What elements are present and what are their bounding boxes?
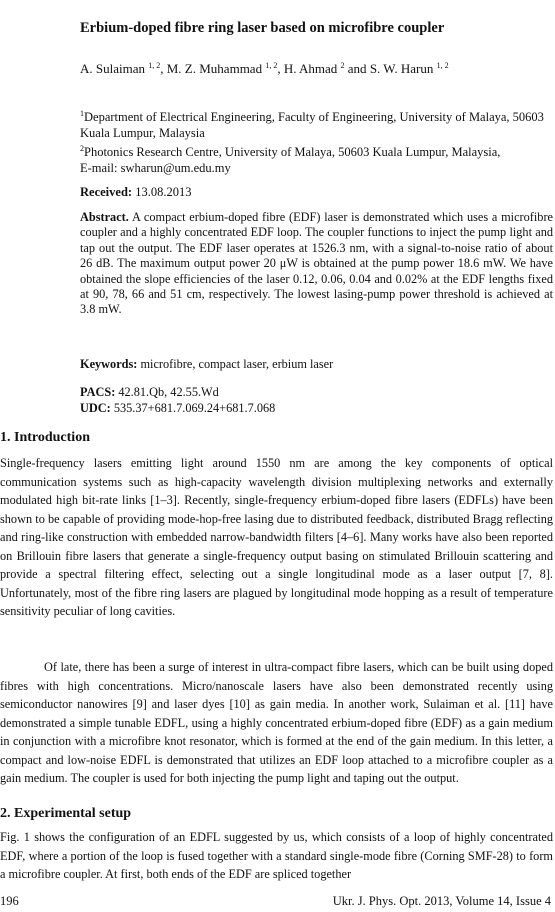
- author-4: S. W. Harun $^{1, 2}$: [369, 61, 449, 76]
- classification: [80, 385, 275, 416]
- abstract-text: A compact erbium-doped fibre (EDF) laser is demonstrated which uses a microfibre coupler and a highly concentrated EDF loop. The coupler functions to inject the pump light and tap out the output. The EDF laser operates at 1526.3 nm, with a signal-to-noise ratio of about 26 dB. The maximum output power 20 μW is obtained at the pump power 18.6 mW. We have obtained the slope efficiencies of the laser 0.12, 0.06, 0.04 and 0.02% at the EDF lengths fixed at 90, 78, 66 and 51 cm, respectively. The lowest lasing-pump power threshold is achieved at 3.8 mW.: [80, 210, 553, 317]
- section-2-heading: 2. Experimental setup: [0, 806, 132, 821]
- received-date: Received: 13.08.2013: [80, 185, 192, 199]
- section-1-paragraph-2: Of late, there has been a surge of interest in ultra-compact fibre lasers, which can be built using doped fibres with high concentrations. Micro/nanoscale lasers have also been demonstrated recently using semiconductor nanowires [9] and laser dyes [10] as gain media. In another work, Sulaiman et al. [11] have demonstrated a simple tunable EDFL, using a highly concentrated erbium-doped fibre (EDF) as a gain medium in conjunction with a microfibre knot resonator, which is formed at the end of the gain medium. In this letter, a compact and low-noise EDFL is demonstrated that utilizes an EDF loop attached to a microfibre coupler as a gain medium. The coupler is used for both injecting the pump light and taping out the output.: [0, 660, 553, 785]
- affiliations: [80, 106, 553, 176]
- author-1: A. Sulaiman $^{1, 2}$,: [80, 61, 167, 76]
- keywords: Keywords: microfibre, compact laser, erbium laser: [80, 357, 334, 371]
- pacs-codes: PACS: 42.81.Qb, 42.55.Wd: [80, 385, 219, 399]
- affiliation-1: $^1$Department of Electrical Engineering, Faculty of Engineering, University of Malaya, 50603 Kuala Lumpur, Malaysia: [80, 109, 544, 140]
- affiliation-2: $^2$Photonics Research Centre, University of Malaya, 50603 Kuala Lumpur, Malaysia,: [80, 144, 501, 159]
- abstract-label: Abstract.: [80, 210, 129, 224]
- section-1-paragraph-1: Single-frequency lasers emitting light around 1550 nm are among the key components of optical communication systems such as high-capacity wavelength division multiplexing networks and externally modulated high bit-rate links [1–3]. Recently, single-frequency erbium-doped fibre lasers (EDFLs) have been shown to be capable of providing mode-hop-free lasing due to distributed feedback, distributed Bragg reflecting and ring-like construction with embedded narrow-bandwidth filters [4–6]. Many works have also been reported on Brillouin fibre lasers that generate a single-frequency output basing on stimulated Brillouin scattering and provide a spectral filtering effect, selecting out a single longitudinal mode as a laser output [7, 8]. Unfortunately, most of the fibre ring lasers are plagued by longitudinal mode hopping as a result of temperature sensitivity peculiar of long cavities.: [0, 456, 553, 618]
- author-3: H. Ahmad $^2$ and: [283, 61, 370, 76]
- author-2: M. Z. Muhammad $^{1, 2}$,: [166, 61, 284, 76]
- page-footer: [0, 894, 553, 909]
- section-2-paragraph-1: Fig. 1 shows the configuration of an EDFL suggested by us, which consists of a loop of highly concentrated EDF, where a portion of the loop is fused together with a standard single-mode fibre (Corning SMF-28) to form a microfibre coupler. At first, both ends of the EDF are spliced together: [0, 830, 553, 881]
- paper-title: Erbium-doped fibre ring laser based on microfibre coupler: [80, 20, 445, 36]
- email: E-mail: swharun@um.edu.my: [80, 160, 231, 175]
- page-number: 196: [0, 894, 19, 908]
- journal-reference: Ukr. J. Phys. Opt. 2013, Volume 14, Issue 4: [332, 894, 551, 908]
- author-list: [80, 61, 449, 77]
- section-1-heading: 1. Introduction: [0, 430, 90, 445]
- abstract: [80, 210, 553, 318]
- udc-codes: UDC: 535.37+681.7.069.24+681.7.068: [80, 400, 276, 415]
